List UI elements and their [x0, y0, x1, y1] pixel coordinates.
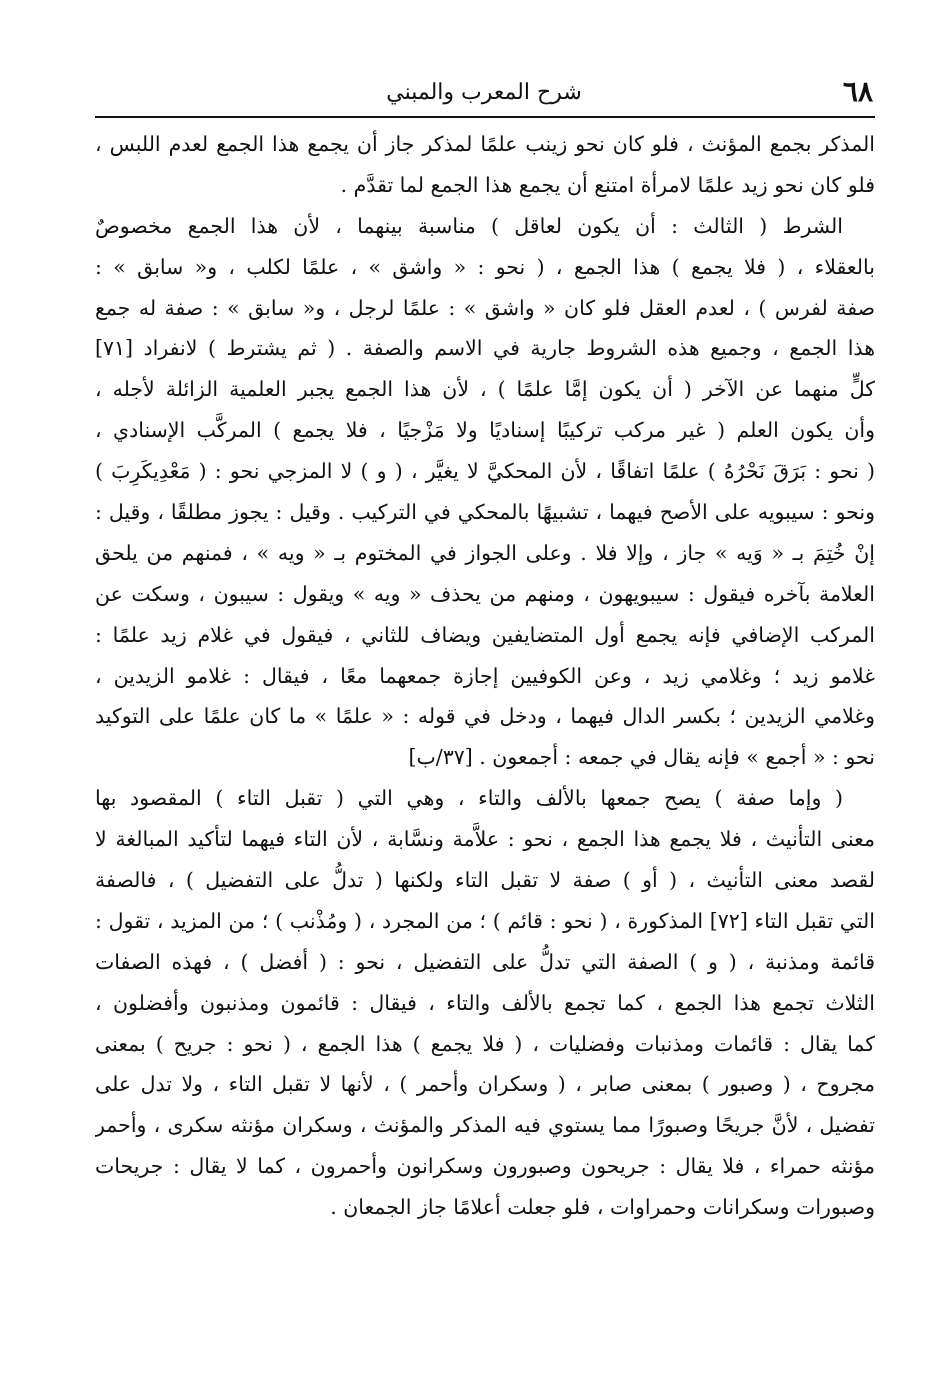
text-line: مؤنثه حمراء ، فلا يقال : جريحون وصبورون وسكرانون وأحمرون ، كما لا يقال : جريحات: [95, 1154, 875, 1179]
text-line: المذكر بجمع المؤنث ، فلو كان نحو زينب علمًا لمذكر جاز أن يجمع هذا الجمع لعدم اللبس ،: [95, 132, 875, 156]
page-header: [95, 72, 873, 112]
text-line: الثلاث تجمع هذا الجمع ، كما تجمع بالألف والتاء ، فيقال : قائمون ومذنبون وأفضلون ،: [95, 990, 875, 1015]
body-text: [95, 124, 875, 1228]
text-line: ( نحو : بَرَقَ نَحْرُهُ ) علمًا اتفاقًا ، لأن المحكيَّ لا يغيَّر ، ( و ) لا المزجي نحو : ( مَعْدِيكَرِبَ ): [95, 459, 875, 484]
text-line: لقصد معنى التأنيث ، ( أو ) صفة لا تقبل التاء ولكنها ( تدلُّ على التفضيل ) ، فالصفة: [95, 868, 875, 893]
text-line: العلامة بآخره فيقول : سيبويهون ، ومنهم من يحذف « ويه » ويقول : سيبون ، وسكت عن: [95, 581, 875, 606]
text-line: بالعقلاء ، ( فلا يجمع ) هذا الجمع ، ( نحو : « واشق » ، علمًا لكلب ، و« سابق » :: [95, 254, 875, 279]
text-line: فلو كان نحو زيد علمًا لامرأة امتنع أن يجمع هذا الجمع لما تقدَّم .: [340, 172, 875, 197]
text-line: التي تقبل التاء [٧٢] المذكورة ، ( نحو : قائم ) ؛ من المجرد ، ( ومُذْنب ) ؛ من المزيد ، تقول :: [95, 908, 875, 933]
header-rule: [95, 116, 875, 118]
text-line: الشرط ( الثالث : أن يكون لعاقل ) مناسبة بينهما ، لأن هذا الجمع مخصوصٌ: [95, 213, 843, 238]
text-line: كما يقال : قائمات ومذنبات وفضليات ، ( فلا يجمع ) هذا الجمع ، ( نحو : جريح ) بمعنى: [95, 1031, 875, 1056]
text-line: قائمة ومذنبة ، ( و ) الصفة التي تدلُّ على التفضيل ، نحو : ( أفضل ) ، فهذه الصفات: [95, 949, 875, 974]
page-number: ٦٨: [842, 75, 873, 108]
text-line: كلٍّ منهما عن الآخر ( أن يكون إمَّا علمًا ) ، لأن هذا الجمع يجبر العلمية الزائلة لأجله ،: [95, 377, 875, 402]
text-line: تفضيل ، لأنَّ جريحًا وصبورًا مما يستوي فيه المذكر والمؤنث ، وسكران مؤنثه سكرى ، وأحمر: [95, 1113, 875, 1138]
text-line: إنْ خُتِمَ بـ « وَيه » جاز ، وإلا فلا . وعلى الجواز في المختوم بـ « ويه » ، فمنهم من يلحق: [95, 540, 875, 565]
text-line: وأن يكون العلم ( غير مركب تركيبًا إسناديًا ولا مَزْجيًا ، فلا يجمع ) المركَّب الإسنادي ،: [95, 418, 875, 443]
text-line: معنى التأنيث ، فلا يجمع هذا الجمع ، نحو : علاَّمة ونسَّابة ، لأن التاء فيهما لتأكيد المبالغة لا: [95, 827, 875, 852]
running-title: شرح المعرب والمبني: [386, 80, 582, 105]
text-line: نحو : « أجمع » فإنه يقال في جمعه : أجمعون . [٣٧/ب]: [408, 745, 875, 770]
text-line: صفة لفرس ) ، لعدم العقل فلو كان « واشق » : علمًا لرجل ، و« سابق » : صفة له جمع: [95, 295, 875, 320]
text-line: ونحو : سيبويه على الأصح فيهما ، تشبيهًا بالمحكي في التركيب . وقيل : يجوز مطلقًا ، وقيل :: [95, 500, 875, 525]
text-line: ( وإما صفة ) يصح جمعها بالألف والتاء ، وهي التي ( تقبل التاء ) المقصود بها: [95, 786, 843, 811]
text-line: مجروح ، ( وصبور ) بمعنى صابر ، ( وسكران وأحمر ) ، لأنها لا تقبل التاء ، ولا تدل على: [95, 1072, 875, 1097]
text-line: وغلامي الزيدين ؛ بكسر الدال فيهما ، ودخل في قوله : « علمًا » ما كان علمًا على التوكيد: [95, 704, 875, 729]
text-line: هذا الجمع ، وجميع هذه الشروط جارية في الاسم والصفة . ( ثم يشترط ) لانفراد [٧١]: [95, 336, 875, 361]
text-line: المركب الإضافي فإنه يجمع أول المتضايفين ويضاف للثاني ، فيقول في غلام زيد علمًا :: [95, 622, 875, 647]
text-line: غلامو زيد ؛ وغلامي زيد ، وعن الكوفيين إجازة جمعهما معًا ، فيقال : غلامو الزيدين ،: [95, 663, 875, 688]
text-line: وصبورات وسكرانات وحمراوات ، فلو جعلت أعلامًا جاز الجمعان .: [330, 1195, 875, 1220]
